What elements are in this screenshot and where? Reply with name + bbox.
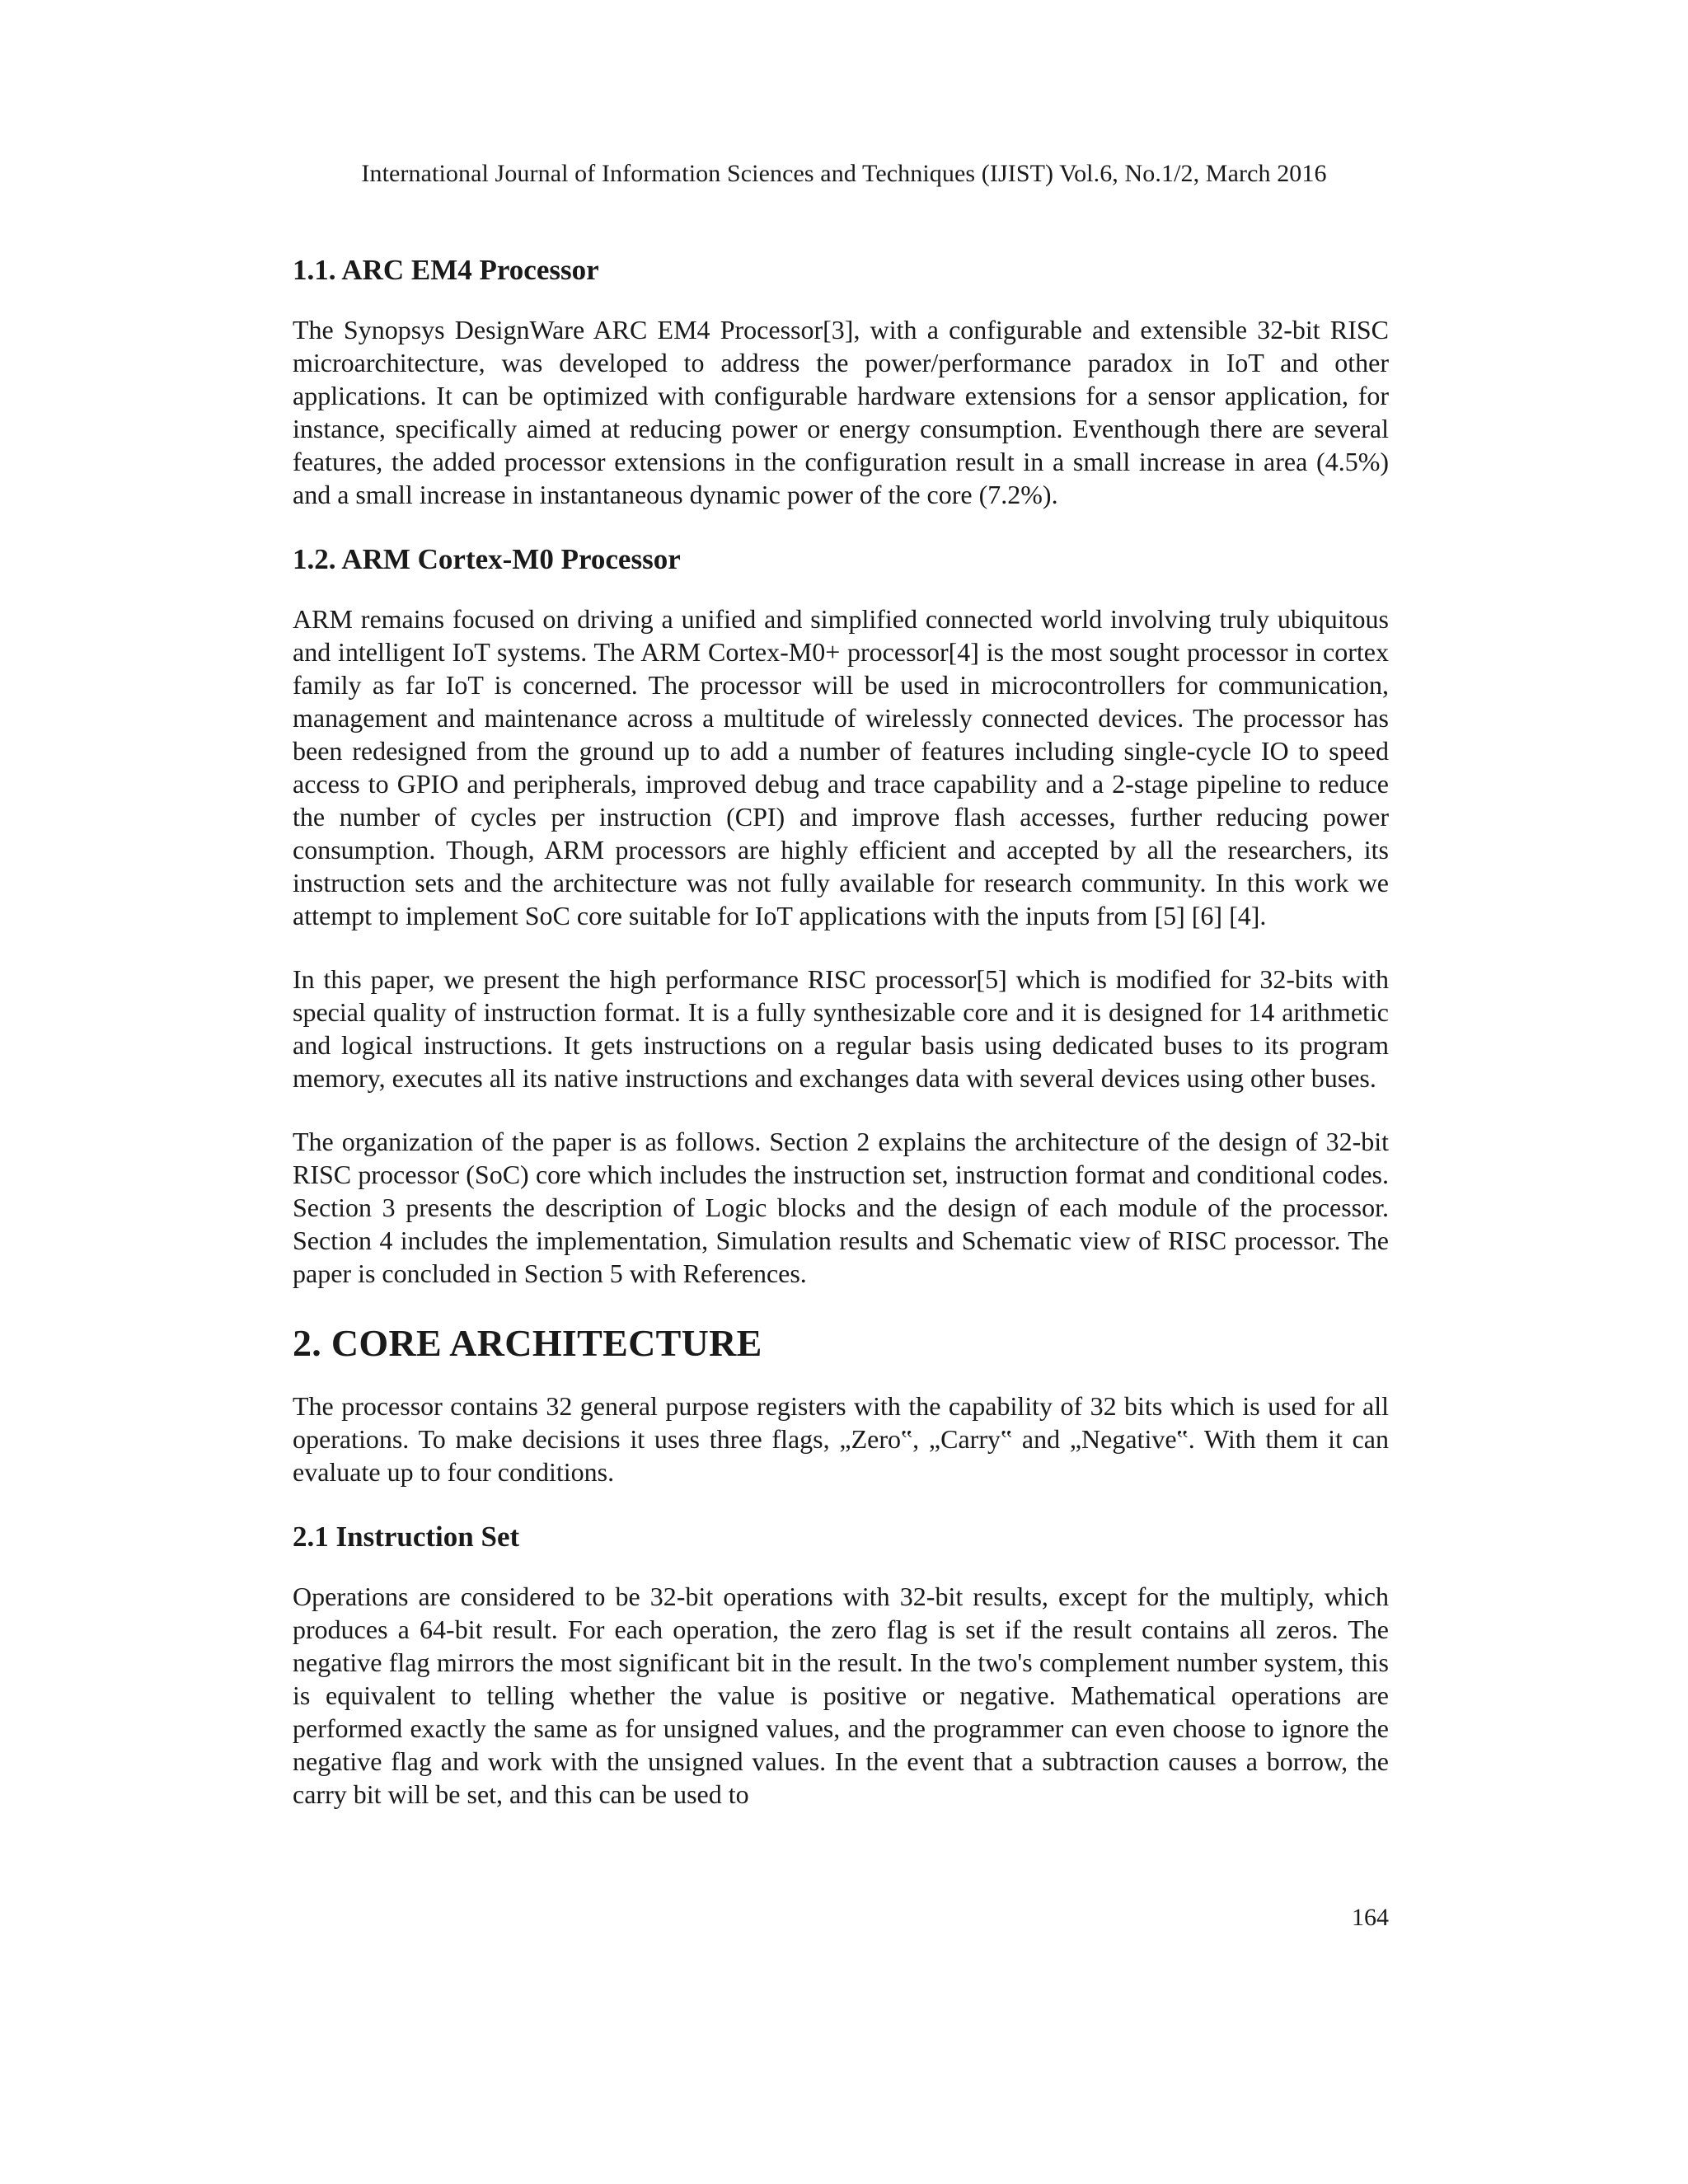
paragraph: Operations are considered to be 32-bit operations with 32-bit results, except for the multiply, which produces a 64-bit result. For each operation, the zero flag is set if the result contains all zeros. The negative flag mirrors the most significant bit in the result. In the two's complement number system, this is equivalent to telling whether the value is positive or negative. Mathematical operations are performed exactly the same as for unsigned values, and the programmer can even choose to ignore the negative flag and work with the unsigned values. In the event that a subtraction causes a borrow, the carry bit will be set, and this can be used to [293,1582,1389,1809]
paragraph: The organization of the paper is as follows. Section 2 explains the architecture of the design of 32-bit RISC processor (SoC) core which includes the instruction set, instruction format and conditional codes. Section 3 presents the description of Logic blocks and the design of each module of the processor. Section 4 includes the implementation, Simulation results and Schematic view of RISC processor. The paper is concluded in Section 5 with References. [293,1127,1389,1288]
paragraph: In this paper, we present the high performance RISC processor[5] which is modified for 32-bits with special quality of instruction format. It is a fully synthesizable core and it is designed for 14 arithmetic and logical instructions. It gets instructions on a regular basis using dedicated buses to its program memory, executes all its native instructions and exchanges data with several devices using other buses. [293,964,1389,1093]
running-header: International Journal of Information Sciences and Techniques (IJIST) Vol.6, No.1/2, March 2016 [361,160,1327,187]
section-heading-2: 2. CORE ARCHITECTURE [293,1322,762,1364]
section-heading-1-2: 1.2. ARM Cortex-M0 Processor [293,543,681,575]
page-content [293,252,1389,1811]
paragraph: The processor contains 32 general purpose registers with the capability of 32 bits which is used for all operations. To make decisions it uses three flags, „Zero‟, „Carry‟ and „Negative‟. With them it can evaluate up to four conditions. [293,1391,1389,1487]
section-heading-1-1: 1.1. ARC EM4 Processor [293,254,599,286]
paragraph: ARM remains focused on driving a unified and simplified connected world involving truly ubiquitous and intelligent IoT systems. The ARM Cortex-M0+ processor[4] is the most sought processor in cortex family as far IoT is concerned. The processor will be used in microcontrollers for communication, management and maintenance across a multitude of wirelessly connected devices. The processor has been redesigned from the ground up to add a number of features including single-cycle IO to speed access to GPIO and peripherals, improved debug and trace capability and a 2-stage pipeline to reduce the number of cycles per instruction (CPI) and improve flash accesses, further reducing power consumption. Though, ARM processors are highly efficient and accepted by all the researchers, its instruction sets and the architecture was not fully available for research community. In this work we attempt to implement SoC core suitable for IoT applications with the inputs from [5] [6] [4]. [293,604,1389,930]
page-number: 164 [1352,1904,1389,1931]
paragraph: The Synopsys DesignWare ARC EM4 Processor[3], with a configurable and extensible 32-bit RISC microarchitecture, was developed to address the power/performance paradox in IoT and other applications. It can be optimized with configurable hardware extensions for a sensor application, for instance, specifically aimed at reducing power or energy consumption. Eventhough there are several features, the added processor extensions in the configuration result in a small increase in area (4.5%) and a small increase in instantaneous dynamic power of the core (7.2%). [293,315,1389,509]
section-heading-2-1: 2.1 Instruction Set [293,1521,520,1553]
